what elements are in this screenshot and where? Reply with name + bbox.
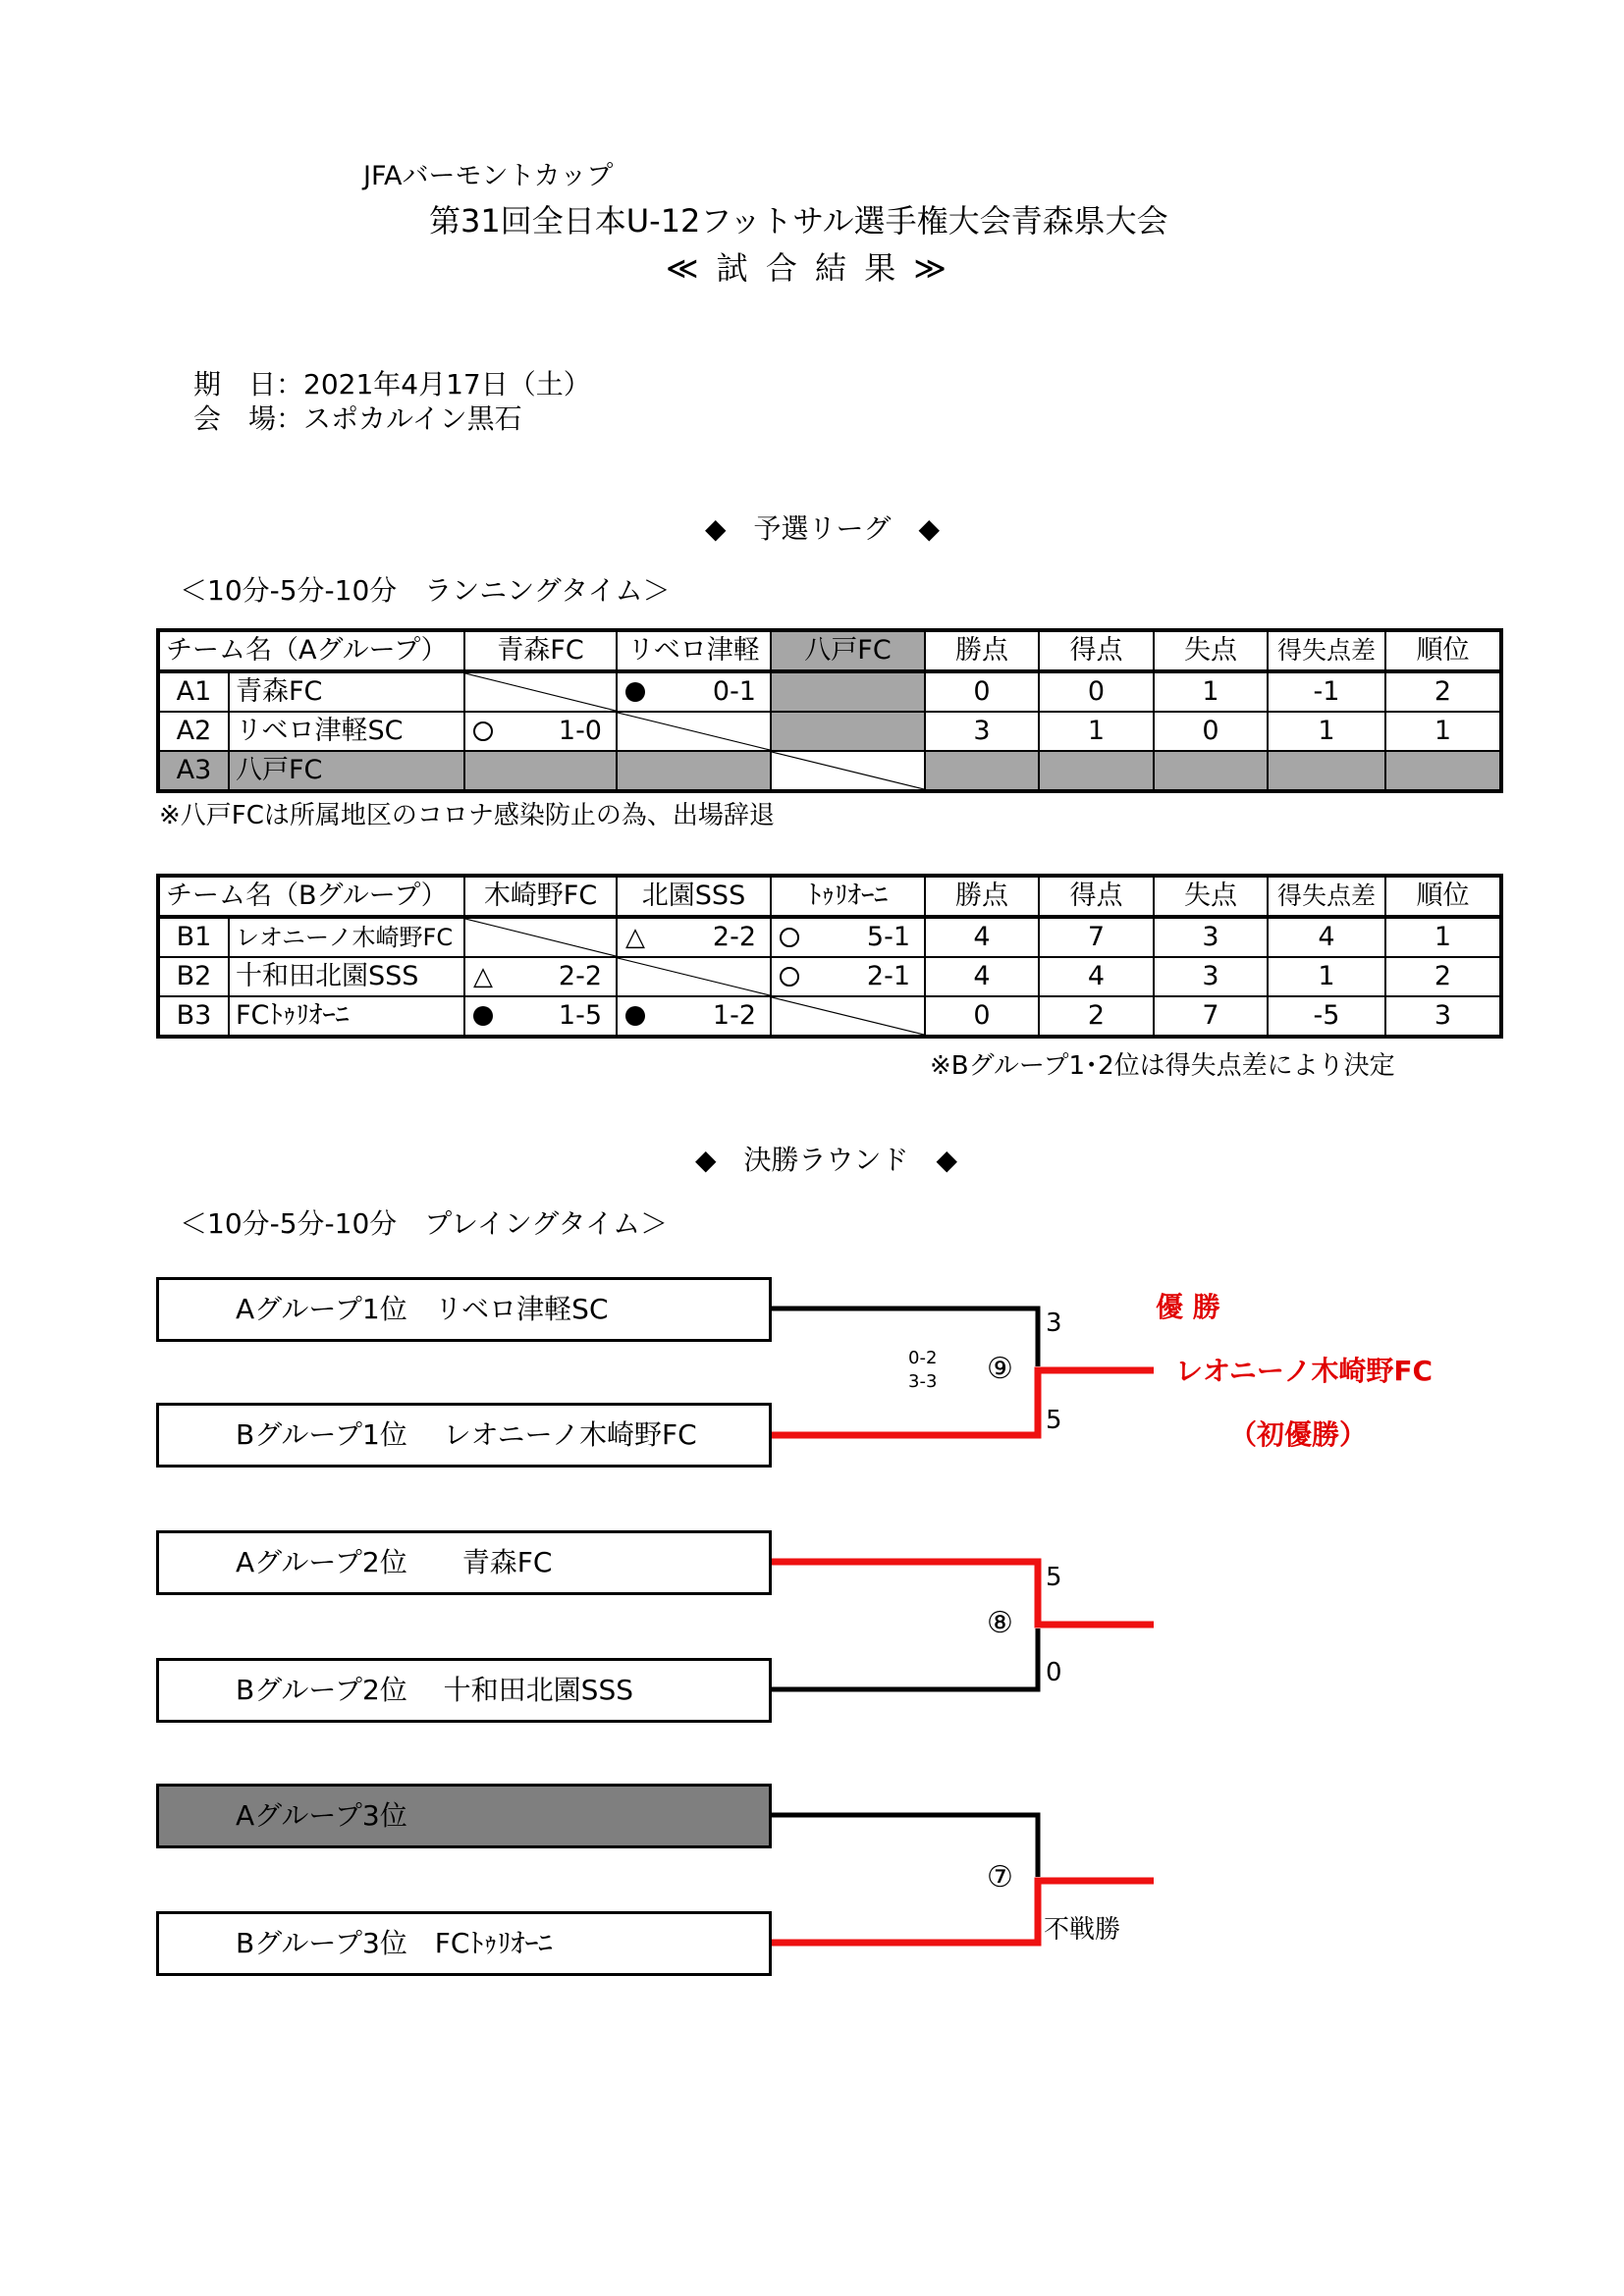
- bracket-slot-a1: Aグループ1位 リベロ津軽SC: [156, 1277, 772, 1342]
- loss-mark-icon: [625, 1006, 645, 1026]
- self-match-cell: [617, 712, 771, 751]
- group-a-header-col: 順位: [1385, 630, 1501, 671]
- points: 0: [925, 671, 1039, 712]
- venue-label: 会 場：: [193, 402, 304, 435]
- date-row: [193, 363, 591, 402]
- venue-row: [193, 398, 522, 437]
- group-b-table: [156, 874, 1503, 1039]
- goal-diff: -1: [1268, 671, 1385, 712]
- goals-for: 0: [1039, 671, 1154, 712]
- goals-against: [1154, 751, 1268, 791]
- row-id: B3: [158, 996, 229, 1037]
- champion-label: 優 勝: [1156, 1291, 1220, 1323]
- self-match-cell: [464, 671, 617, 712]
- group-a-header-col: 青森FC: [464, 630, 617, 671]
- win-mark-icon: [780, 928, 799, 947]
- self-match-cell: [771, 996, 925, 1037]
- row-id: B2: [158, 957, 229, 996]
- table-row: [158, 712, 1501, 751]
- match-result: 1-0: [464, 712, 617, 751]
- group-b-header-team: チーム名（Bグループ）: [158, 876, 464, 917]
- group-a-note: ※八戸FCは所属地区のコロナ感染防止の為、出場辞退: [159, 801, 775, 830]
- table-row: [158, 957, 1501, 996]
- table-row: [158, 751, 1501, 791]
- prelim-heading: ◆ 予選リーグ ◆: [705, 512, 941, 545]
- self-match-cell: [771, 751, 925, 791]
- match9-extra1: 0-2: [908, 1348, 938, 1368]
- group-b-header-col: ﾄｩﾘｵｰﾆ: [771, 876, 925, 917]
- match9-extra2: 3-3: [908, 1371, 938, 1392]
- match9-number: ⑨: [987, 1352, 1013, 1386]
- goal-diff: [1268, 751, 1385, 791]
- bracket-slot-b3: Bグループ3位 FCﾄｩﾘｵｰﾆ: [156, 1911, 772, 1976]
- group-a-header-col: 八戸FC: [771, 630, 925, 671]
- self-match-cell: [617, 957, 771, 996]
- match-result: 5-1: [771, 917, 925, 957]
- match-result: △ 2-2: [464, 957, 617, 996]
- group-b-header-col: 勝点: [925, 876, 1039, 917]
- goals-against: 3: [1154, 917, 1268, 957]
- venue-value: スポカルイン黒石: [303, 402, 522, 435]
- points: [925, 751, 1039, 791]
- group-b-header-col: 北園SSS: [617, 876, 771, 917]
- match-result: 1-2: [617, 996, 771, 1037]
- loss-mark-icon: [625, 682, 645, 702]
- match8-number: ⑧: [987, 1606, 1013, 1640]
- bracket-slot-a2: Aグループ2位 青森FC: [156, 1530, 772, 1595]
- win-mark-icon: [780, 967, 799, 987]
- goal-diff: 1: [1268, 712, 1385, 751]
- group-a-header-col: 得失点差: [1268, 630, 1385, 671]
- bracket-slot-b2: Bグループ2位 十和田北園SSS: [156, 1658, 772, 1723]
- prelim-time-format: ＜10分-5分-10分 ランニングタイム＞: [180, 574, 671, 607]
- rank: 3: [1385, 996, 1501, 1037]
- team-name: FCﾄｩﾘｵｰﾆ: [229, 996, 464, 1037]
- group-a-header-col: 失点: [1154, 630, 1268, 671]
- final-heading: ◆ 決勝ラウンド ◆: [695, 1144, 958, 1176]
- group-b-header-col: 失点: [1154, 876, 1268, 917]
- group-b-header-col: 得点: [1039, 876, 1154, 917]
- goal-diff: -5: [1268, 996, 1385, 1037]
- points: 4: [925, 957, 1039, 996]
- withdrawn-cell: [771, 712, 925, 751]
- subtitle: JFAバーモントカップ: [363, 161, 614, 191]
- table-row: [158, 917, 1501, 957]
- group-b-header-col: 得失点差: [1268, 876, 1385, 917]
- goals-for: 4: [1039, 957, 1154, 996]
- goal-diff: 1: [1268, 957, 1385, 996]
- group-a-header-col: 勝点: [925, 630, 1039, 671]
- goal-diff: 4: [1268, 917, 1385, 957]
- group-a-table: [156, 628, 1503, 793]
- rank: 1: [1385, 917, 1501, 957]
- match-result: △ 2-2: [617, 917, 771, 957]
- goals-for: 2: [1039, 996, 1154, 1037]
- goals-for: [1039, 751, 1154, 791]
- loss-mark-icon: [473, 1006, 493, 1026]
- rank: 1: [1385, 712, 1501, 751]
- points: 3: [925, 712, 1039, 751]
- row-id: A2: [158, 712, 229, 751]
- match8-bottom-score: 0: [1046, 1658, 1062, 1687]
- match7-walkover: 不戦勝: [1044, 1915, 1121, 1945]
- team-name: 八戸FC: [229, 751, 464, 791]
- bracket-slot-a3: Aグループ3位: [156, 1784, 772, 1848]
- withdrawn-cell: [617, 751, 771, 791]
- champion-team: レオニーノ木崎野FC: [1175, 1355, 1433, 1387]
- bracket-line-winner: [772, 1562, 1154, 1625]
- match9-top-score: 3: [1046, 1308, 1062, 1338]
- goals-against: 1: [1154, 671, 1268, 712]
- group-a-header-col: 得点: [1039, 630, 1154, 671]
- withdrawn-cell: [464, 751, 617, 791]
- date-label: 期 日：: [193, 368, 304, 400]
- row-id: B1: [158, 917, 229, 957]
- team-name: レオニーノ木崎野FC: [229, 917, 464, 957]
- row-id: A1: [158, 671, 229, 712]
- team-name: 青森FC: [229, 671, 464, 712]
- goals-against: 0: [1154, 712, 1268, 751]
- group-b-header-col: 木崎野FC: [464, 876, 617, 917]
- champion-note: （初優勝）: [1229, 1418, 1368, 1451]
- bracket-slot-b1: Bグループ1位 レオニーノ木崎野FC: [156, 1403, 772, 1468]
- document-label: ≪ 試 合 結 果 ≫: [666, 249, 950, 287]
- match9-bottom-score: 5: [1046, 1406, 1062, 1435]
- group-b-note: ※Bグループ1･2位は得失点差により決定: [930, 1051, 1395, 1081]
- goals-for: 1: [1039, 712, 1154, 751]
- match-result: 2-1: [771, 957, 925, 996]
- rank: [1385, 751, 1501, 791]
- table-row: [158, 996, 1501, 1037]
- team-name: リベロ津軽SC: [229, 712, 464, 751]
- self-match-cell: [464, 917, 617, 957]
- final-time-format: ＜10分-5分-10分 プレイングタイム＞: [180, 1207, 669, 1240]
- rank: 2: [1385, 957, 1501, 996]
- group-b-header-col: 順位: [1385, 876, 1501, 917]
- goals-against: 7: [1154, 996, 1268, 1037]
- match8-top-score: 5: [1046, 1563, 1062, 1592]
- win-mark-icon: [473, 721, 493, 741]
- draw-mark-icon: △: [473, 962, 494, 991]
- team-name: 十和田北園SSS: [229, 957, 464, 996]
- date-value: 2021年4月17日（土）: [303, 368, 591, 400]
- bracket-line-winner: [772, 1370, 1154, 1435]
- goals-against: 3: [1154, 957, 1268, 996]
- match7-number: ⑦: [987, 1860, 1013, 1895]
- group-a-header-team: チーム名（Aグループ）: [158, 630, 464, 671]
- goals-for: 7: [1039, 917, 1154, 957]
- group-a-header-col: リベロ津軽: [617, 630, 771, 671]
- page-title: 第31回全日本U-12フットサル選手権大会青森県大会: [429, 202, 1168, 240]
- points: 4: [925, 917, 1039, 957]
- match-result: 0-1: [617, 671, 771, 712]
- draw-mark-icon: △: [625, 923, 646, 952]
- table-row: [158, 671, 1501, 712]
- withdrawn-cell: [771, 671, 925, 712]
- row-id: A3: [158, 751, 229, 791]
- points: 0: [925, 996, 1039, 1037]
- match-result: 1-5: [464, 996, 617, 1037]
- rank: 2: [1385, 671, 1501, 712]
